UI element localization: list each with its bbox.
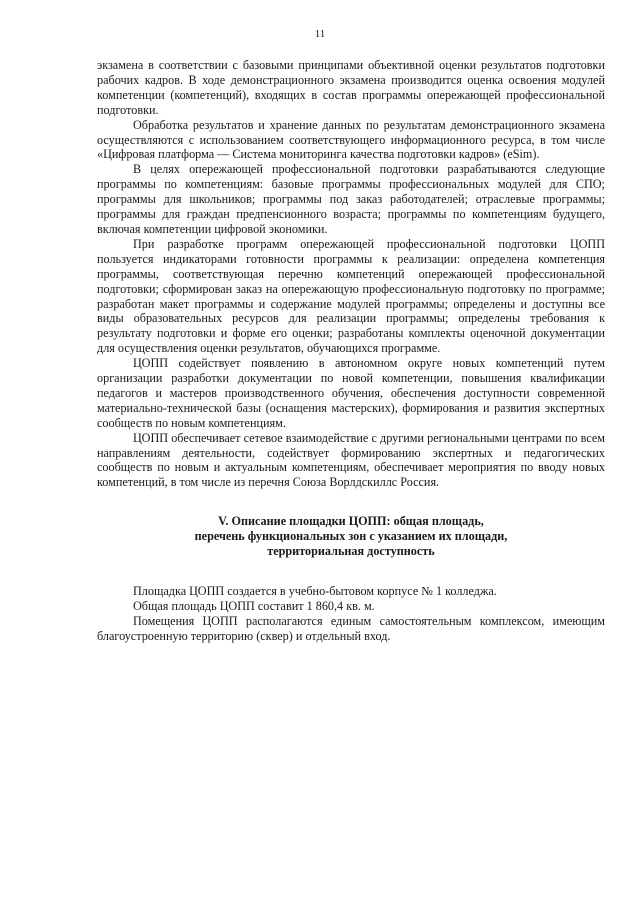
section-heading-line: V. Описание площадки ЦОПП: общая площадь,: [218, 514, 484, 529]
paragraph-demo-exam: экзамена в соответствии с базовыми принципами объективной оценки результатов подготовки рабочих кадров. В ходе демонстрационного экзамена производится оценка освоения модулей компетенции (компетенций), входящих в состав программы опережающей профессиональной подготовки.: [97, 58, 605, 117]
paragraph-program-types: В целях опережающей профессиональной подготовки разрабатываются следующие программы по компетенциям: базовые программы профессиональных модулей для СПО; программы для школьников; программы под заказ работодателей; отраслевые программы; программы для граждан предпенсионного возраста; программы по компетенциям будущего, включая компетенции цифровой экономики.: [97, 162, 605, 236]
section-heading-line: территориальная доступность: [267, 544, 435, 559]
building-line: Площадка ЦОПП создается в учебно-бытовом корпусе № 1 колледжа.: [133, 584, 497, 599]
paragraph-results-processing: Обработка результатов и хранение данных по результатам демонстрационного экзамена осуществляются с использованием соответствующего информационного ресурса, в том числе «Цифровая платформа — Система мониторинга качества подготовки кадров» (eSim).: [97, 117, 605, 162]
paragraph-readiness-indicators: При разработке программ опережающей профессиональной подготовки ЦОПП пользуется индикаторами готовности программы к реализации: определена компетенция программы, соответствующая перечню компетенций опережающей профессиональной подготовки; сформирован заказ на опережающую профессиональную подготовку по программе; разработан макет программы и содержание модулей программы; определены и доступны все виды образовательных ресурсов для реализации программы; определены требования к результату подготовки и форме его оценки; разработаны комплекты оценочной документации для осуществления оценки результатов, обучающихся программе.: [97, 236, 605, 356]
area-line: Общая площадь ЦОПП составит 1 860,4 кв. м.: [133, 599, 375, 614]
premises-paragraph: Помещения ЦОПП располагаются единым самостоятельным комплексом, имеющим благоустроенную территорию (сквер) и отдельный вход.: [97, 614, 605, 644]
document-body: [97, 58, 605, 644]
section-heading: [97, 514, 605, 559]
paragraph-network-interaction: ЦОПП обеспечивает сетевое взаимодействие с другими региональными центрами по всем направлениям деятельности, содействует формированию экспертных и педагогических сообществ по новым и актуальным компетенциям, обеспечивает мероприятия по вводу новых компетенций, в том числе из перечня Союза Ворлдскиллс Россия.: [97, 430, 605, 490]
paragraph-new-competencies: ЦОПП содействует появлению в автономном округе новых компетенций путем организации разработки документации по новой компетенции, повышения квалификации педагогов и мастеров производственного обучения, обеспечения доступности современной материально-технической базы (оснащения мастерских), формирования и развития экспертных сообществ по новым компетенциям.: [97, 356, 605, 430]
page-number: 11: [314, 28, 326, 40]
section-heading-line: перечень функциональных зон с указанием их площади,: [194, 529, 508, 544]
